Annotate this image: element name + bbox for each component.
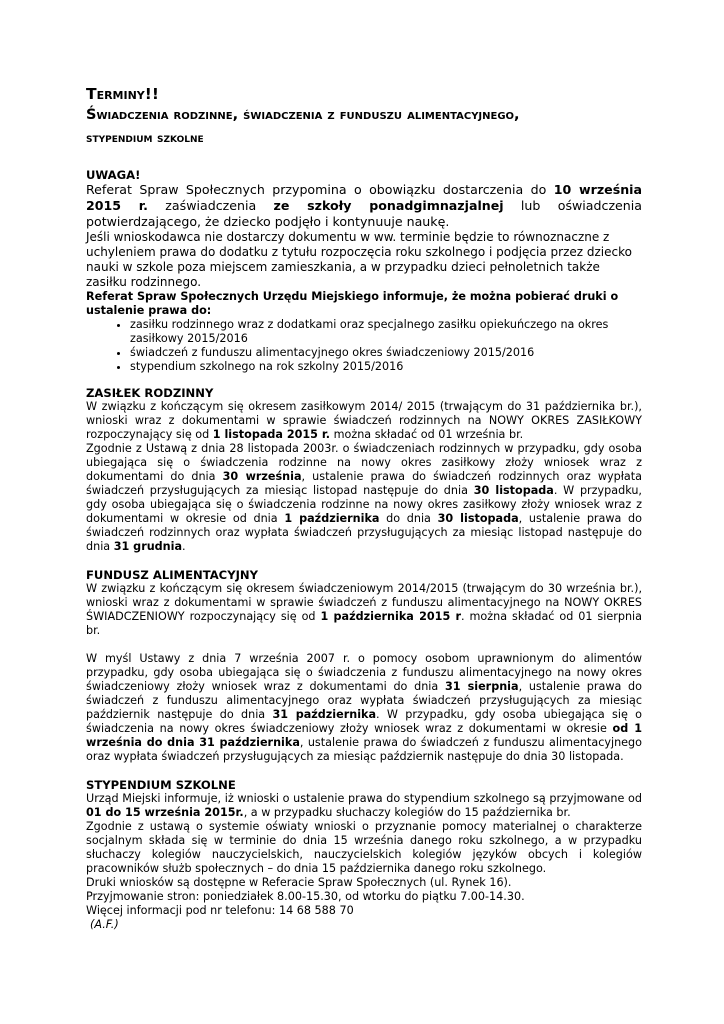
uwaga-paragraph-2: Jeśli wnioskodawca nie dostarczy dokumentu w ww. terminie będzie to równoznaczne z uchyleniem prawa do dodatku z tytułu rozpoczęcia roku szkolnego i podjęcia przez dziecko nauki w szkole poza miejscem zamieszkania, a w przypadku dzieci pełnoletnich także zasiłku rodzinnego. <box>86 230 632 289</box>
list-item: • stypendium szkolnego na rok szkolny 2015/2016 <box>130 360 642 374</box>
stypendium-phone: Więcej informacji pod nr telefonu: 14 68 588 70 <box>86 904 354 917</box>
uwaga-info: Referat Spraw Społecznych Urzędu Miejskiego informuje, że można pobierać druki o ustalenie prawa do: <box>86 290 619 317</box>
stypendium-paragraph-1: Urząd Miejski informuje, iż wnioski o ustalenie prawa do stypendium szkolnego są przyjmowane od 01 do 15 września 2015r., a w przypadku słuchaczy kolegiów do 15 października br. <box>86 792 642 819</box>
stypendium-paragraph-3: Druki wniosków są dostępne w Referacie Spraw Społecznych (ul. Rynek 16). <box>86 876 512 889</box>
fundusz-heading: FUNDUSZ ALIMENTACYJNY <box>86 568 258 582</box>
uwaga-paragraph-1: Referat Spraw Społecznych przypomina o obowiązku dostarczenia do 10 września 2015 r. zaświadczenia ze szkoły ponadgimnazjalnej lub oświadczenia potwierdzającego, że dziecko podjęło i kontynuuje naukę. <box>86 182 642 229</box>
title-swiadczenia: Świadczenia rodzinne, świadczenia z funduszu alimentacyjnego, <box>86 107 520 123</box>
zasilek-heading: ZASIŁEK RODZINNY <box>86 386 214 400</box>
author-signature: (A.F.) <box>90 918 119 931</box>
forms-list <box>86 318 642 374</box>
list-item: • zasiłku rodzinnego wraz z dodatkami oraz specjalnego zasiłku opiekuńczego na okres zasiłkowy 2015/2016 <box>130 318 642 346</box>
title-stypendium: stypendium szkolne <box>86 131 204 146</box>
zasilek-paragraph-1: W związku z kończącym się okresem zasiłkowym 2014/ 2015 (trwającym do 31 października br.), wnioski wraz z dokumentami w sprawie świadczeń rodzinnych na NOWY OKRES ZASIŁKOWY rozpoczynający się od 1 listopada 2015 r. można składać od 01 września br. <box>86 400 642 441</box>
zasilek-paragraph-2: Zgodnie z Ustawą z dnia 28 listopada 2003r. o świadczeniach rodzinnych w przypadku, gdy osoba ubiegająca się o świadczenia rodzinne na nowy okres zasiłkowy złoży wniosek wraz z dokumentami do dnia 30 września, ustalenie prawa do świadczeń rodzinnych oraz wypłata świadczeń przysługujących za miesiąc listopad następuje do dnia 30 listopada. W przypadku, gdy osoba ubiegająca się o świadczenia rodzinne na nowy okres zasiłkowy złoży wniosek wraz z dokumentami w okresie od dnia 1 października do dnia 30 listopada, ustalenie prawa do świadczeń rodzinnych oraz wypłata świadczeń przysługujących za miesiąc listopad następuje do dnia 31 grudnia. <box>86 442 643 553</box>
uwaga-heading: UWAGA! <box>86 168 141 182</box>
stypendium-heading: STYPENDIUM SZKOLNE <box>86 778 236 792</box>
list-item: • świadczeń z funduszu alimentacyjnego okres świadczeniowy 2015/2016 <box>130 346 642 360</box>
stypendium-paragraph-2: Zgodnie z ustawą o systemie oświaty wnioski o przyznanie pomocy materialnej o charakterze socjalnym składa się w terminie do dnia 15 września danego roku szkolnego, a w przypadku słuchaczy kolegiów nauczycielskich, nauczycielskich kolegiów języków obcych i kolegiów pracowników służb społecznych – do dnia 15 października danego roku szkolnego. <box>86 820 642 875</box>
title-terminy: Terminy!! <box>86 85 159 103</box>
stypendium-hours: Przyjmowanie stron: poniedziałek 8.00-15.30, od wtorku do piątku 7.00-14.30. <box>86 890 525 903</box>
document-page <box>86 84 642 932</box>
fundusz-paragraph-2: W myśl Ustawy z dnia 7 września 2007 r. o pomocy osobom uprawnionym do alimentów przypadku, gdy osoba ubiegająca się o świadczenia z funduszu alimentacyjnego na nowy okres świadczeniowy złoży wniosek wraz z dokumentami do dnia 31 sierpnia, ustalenie prawa do świadczeń z funduszu alimentacyjnego oraz wypłata świadczeń przysługujących za miesiąc październik następuje do dnia 31 października. W przypadku, gdy osoba ubiegająca się o świadczenia na nowy okres świadczeniowy złoży wniosek wraz z dokumentami w okresie od 1 września do dnia 31 października, ustalenie prawa do świadczeń z funduszu alimentacyjnego oraz wypłata świadczeń przysługujących za miesiąc październik następuje do dnia 30 listopada. <box>86 652 642 763</box>
fundusz-paragraph-1: W związku z kończącym się okresem świadczeniowym 2014/2015 (trwającym do 30 września br.), wnioski wraz z dokumentami w sprawie świadczeń z funduszu alimentacyjnego na NOWY OKRES ŚWIADCZENIOWY rozpoczynający się od 1 października 2015 r. można składać od 01 sierpnia br. <box>86 582 642 637</box>
